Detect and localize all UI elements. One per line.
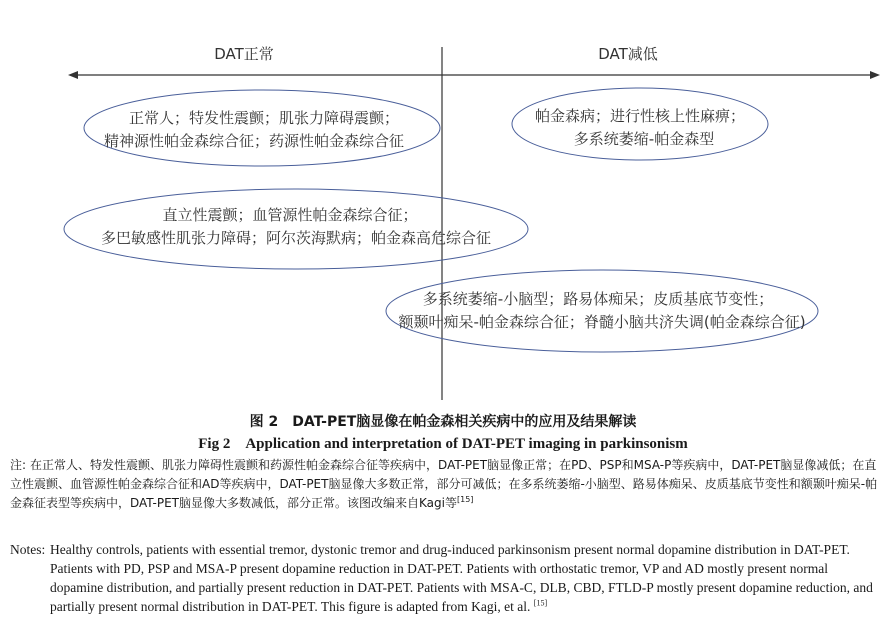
axis-left-arrow-icon [68,71,78,79]
group-normal-line-1: 正常人；特发性震颤；肌张力障碍震颤； [128,109,400,127]
group-reduced-line-2: 多系统萎缩-帕金森型 [573,130,715,148]
figure-caption-cn: 图 2 DAT-PET脑显像在帕金森相关疾病中的应用及结果解读 [249,414,637,430]
group-mostly-normal-line-2: 多巴敏感性肌张力障碍；阿尔茨海默病；帕金森高危综合征 [100,229,492,247]
notes-en-text: Healthy controls, patients with essential tremor, dystonic tremor and drug-induced parkinsonism present normal dopamine distribution in DAT-PET. Patients with PD, PSP and MSA-P present dopamine reduction in DAT-PET. Patients with orthostatic tremor, VP and AD mostly present normal dopamine distribution, and partially present reduction in DAT-PET. Patients with MSA-C, DLB, CBD, FTLD-P mostly present dopamine reduction, and partially present normal distribution in DAT-PET. This figure is adapted from Kagi, et al. [50,542,873,614]
group-mostly-reduced-line-1: 多系统萎缩-小脑型；路易体痴呆；皮质基底节变性； [422,290,774,308]
group-mostly-normal-line-1: 直立性震颤；血管源性帕金森综合征； [162,206,418,224]
notes-en-label: Notes: [10,542,46,557]
group-mostly-reduced-line-2: 额颞叶痴呆-帕金森综合征；脊髓小脑共济失调(帕金森综合征) [398,313,806,331]
notes-en-ref: [15] [533,598,548,608]
figure-caption-en: Fig 2 Application and interpretation of DAT-PET imaging in parkinsonism [198,436,688,452]
group-ellipse-mostly-reduced [386,270,818,352]
group-ellipse-normal [84,90,440,166]
axis-right-label: DAT减低 [598,45,658,63]
group-reduced-line-1: 帕金森病；进行性核上性麻痹； [534,107,746,125]
axis-left-label: DAT正常 [214,45,274,63]
notes-cn [10,456,878,513]
notes-cn-ref: [15] [456,495,474,504]
group-normal-line-2: 精神源性帕金森综合征；药源性帕金森综合征 [103,132,405,150]
notes-cn-label: 注: [10,458,27,472]
axis-right-arrow-icon [870,71,880,79]
notes-en [10,540,876,616]
notes-cn-text: 在正常人、特发性震颤、肌张力障碍性震颤和药源性帕金森综合征等疾病中，DAT-PET脑显像正常；在PD、PSP和MSA-P等疾病中，DAT-PET脑显像减低；在直立性震颤、血管源性帕金森综合征和AD等疾病中，DAT-PET脑显像大多数正常，部分可减低；在多系统萎缩-小脑型、路易体痴呆、皮质基底节变性和额颞叶痴呆-帕金森征表型等疾病中，DAT-PET脑显像大多数减低，部分正常。该图改编来自Kagi等 [10,458,878,510]
